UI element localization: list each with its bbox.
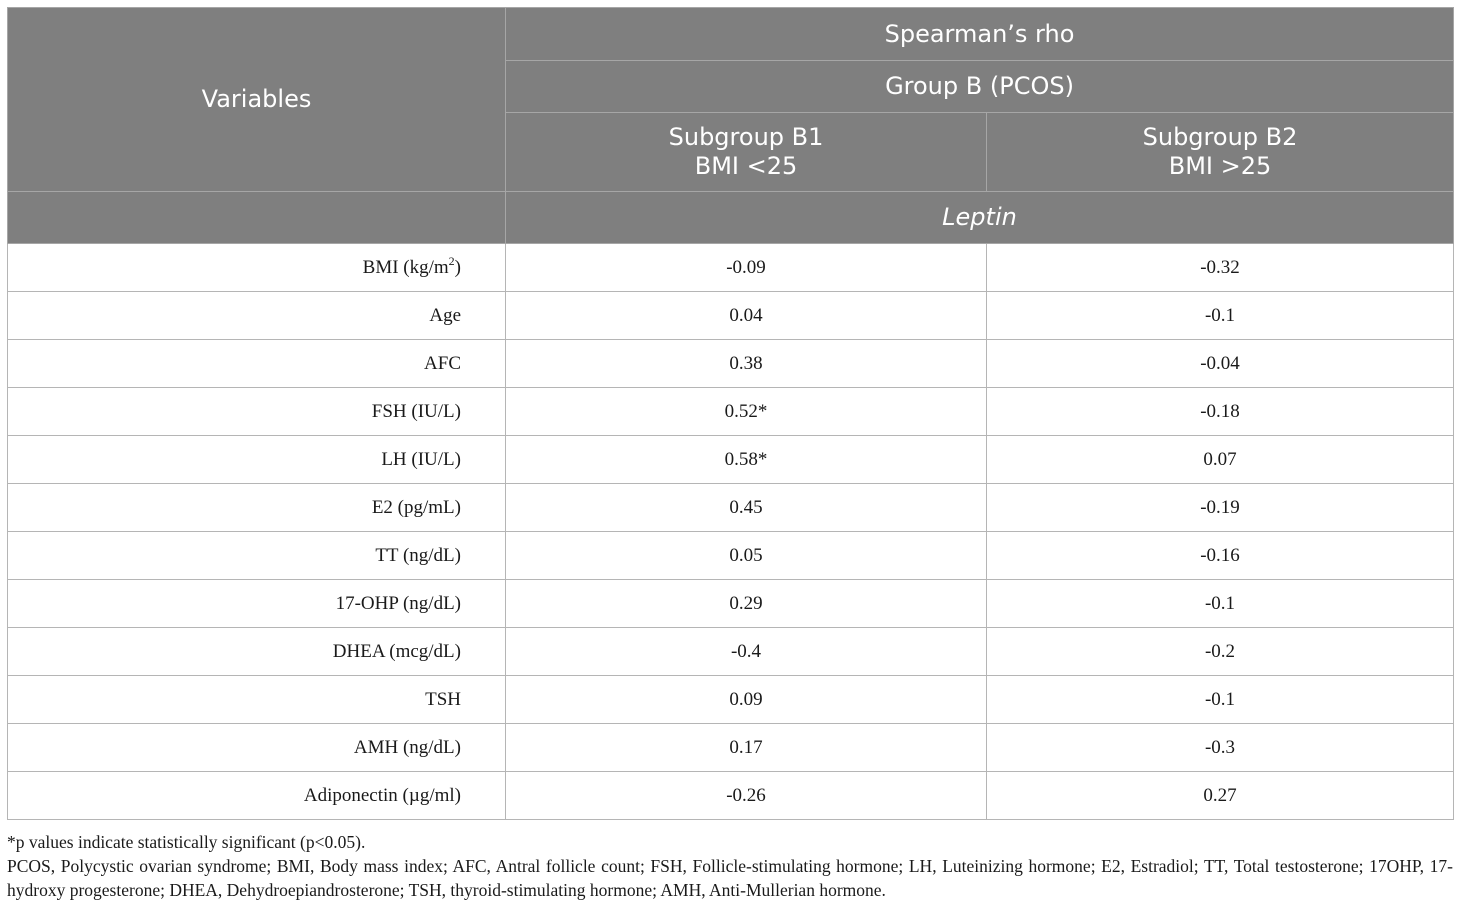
- correlation-table: [7, 7, 1454, 820]
- table-footnotes: [7, 830, 1453, 902]
- row-label: AMH (ng/dL): [8, 724, 506, 772]
- value-b1: 0.17: [506, 724, 987, 772]
- header-subgroup-b2: [987, 113, 1454, 192]
- value-b2: -0.18: [987, 388, 1454, 436]
- value-b2: -0.2: [987, 628, 1454, 676]
- row-label: DHEA (mcg/dL): [8, 628, 506, 676]
- table-row: [8, 244, 1454, 292]
- value-b1: -0.4: [506, 628, 987, 676]
- value-b2: -0.1: [987, 676, 1454, 724]
- row-label: [8, 244, 506, 292]
- value-b2: -0.1: [987, 292, 1454, 340]
- table-row: [8, 388, 1454, 436]
- row-label: AFC: [8, 340, 506, 388]
- table-row: [8, 676, 1454, 724]
- header-group: Group B (PCOS): [506, 61, 1454, 113]
- row-label: Age: [8, 292, 506, 340]
- table-row: [8, 436, 1454, 484]
- subgroup-b1-name: Subgroup B1: [668, 123, 824, 151]
- row-label-end: ): [454, 256, 461, 278]
- value-b1: 0.45: [506, 484, 987, 532]
- row-label: LH (IU/L): [8, 436, 506, 484]
- header-measure-leptin: Leptin: [506, 192, 1454, 244]
- value-b1: -0.09: [506, 244, 987, 292]
- value-b1: 0.09: [506, 676, 987, 724]
- table-row: [8, 532, 1454, 580]
- row-label: TSH: [8, 676, 506, 724]
- header-variables: Variables: [8, 8, 506, 192]
- table-row: [8, 772, 1454, 820]
- subgroup-b2-name: Subgroup B2: [1142, 123, 1298, 151]
- value-b1: 0.04: [506, 292, 987, 340]
- row-label: Adiponectin (µg/ml): [8, 772, 506, 820]
- value-b2: -0.19: [987, 484, 1454, 532]
- row-label: FSH (IU/L): [8, 388, 506, 436]
- subgroup-b1-bmi: BMI <25: [694, 152, 798, 180]
- table-row: [8, 340, 1454, 388]
- table-row: [8, 292, 1454, 340]
- value-b2: -0.32: [987, 244, 1454, 292]
- footnote-abbreviations: PCOS, Polycystic ovarian syndrome; BMI, Body mass index; AFC, Antral follicle count; FSH, Follicle-stimulating hormone; LH, Luteinizing hormone; E2, Estradiol; TT, Total testosterone; 17OHP, 17-hydroxy progesterone; DHEA, Dehydroepiandrosterone; TSH, thyroid-stimulating hormone; AMH, Anti-Mullerian hormone.: [7, 856, 1453, 900]
- header-blank: [8, 192, 506, 244]
- value-b2: 0.07: [987, 436, 1454, 484]
- table-body: [8, 244, 1454, 820]
- footnote-significance: *p values indicate statistically significant (p<0.05).: [7, 832, 366, 852]
- value-b2: -0.04: [987, 340, 1454, 388]
- row-label: TT (ng/dL): [8, 532, 506, 580]
- row-label: E2 (pg/mL): [8, 484, 506, 532]
- table-row: [8, 628, 1454, 676]
- value-b1: 0.29: [506, 580, 987, 628]
- row-label-text: BMI (kg/m: [362, 256, 449, 278]
- value-b2: -0.16: [987, 532, 1454, 580]
- table-row: [8, 484, 1454, 532]
- value-b2: -0.1: [987, 580, 1454, 628]
- header-statistic: Spearman’s rho: [506, 8, 1454, 61]
- table-row: [8, 580, 1454, 628]
- value-b1: 0.05: [506, 532, 987, 580]
- value-b1: -0.26: [506, 772, 987, 820]
- value-b2: -0.3: [987, 724, 1454, 772]
- row-label: 17-OHP (ng/dL): [8, 580, 506, 628]
- value-b1: 0.38: [506, 340, 987, 388]
- value-b1: 0.58*: [506, 436, 987, 484]
- row-label-superscript: 2: [448, 253, 455, 268]
- header-subgroup-b1: [506, 113, 987, 192]
- value-b2: 0.27: [987, 772, 1454, 820]
- subgroup-b2-bmi: BMI >25: [1168, 152, 1272, 180]
- table-header: [8, 8, 1454, 244]
- table-row: [8, 724, 1454, 772]
- value-b1: 0.52*: [506, 388, 987, 436]
